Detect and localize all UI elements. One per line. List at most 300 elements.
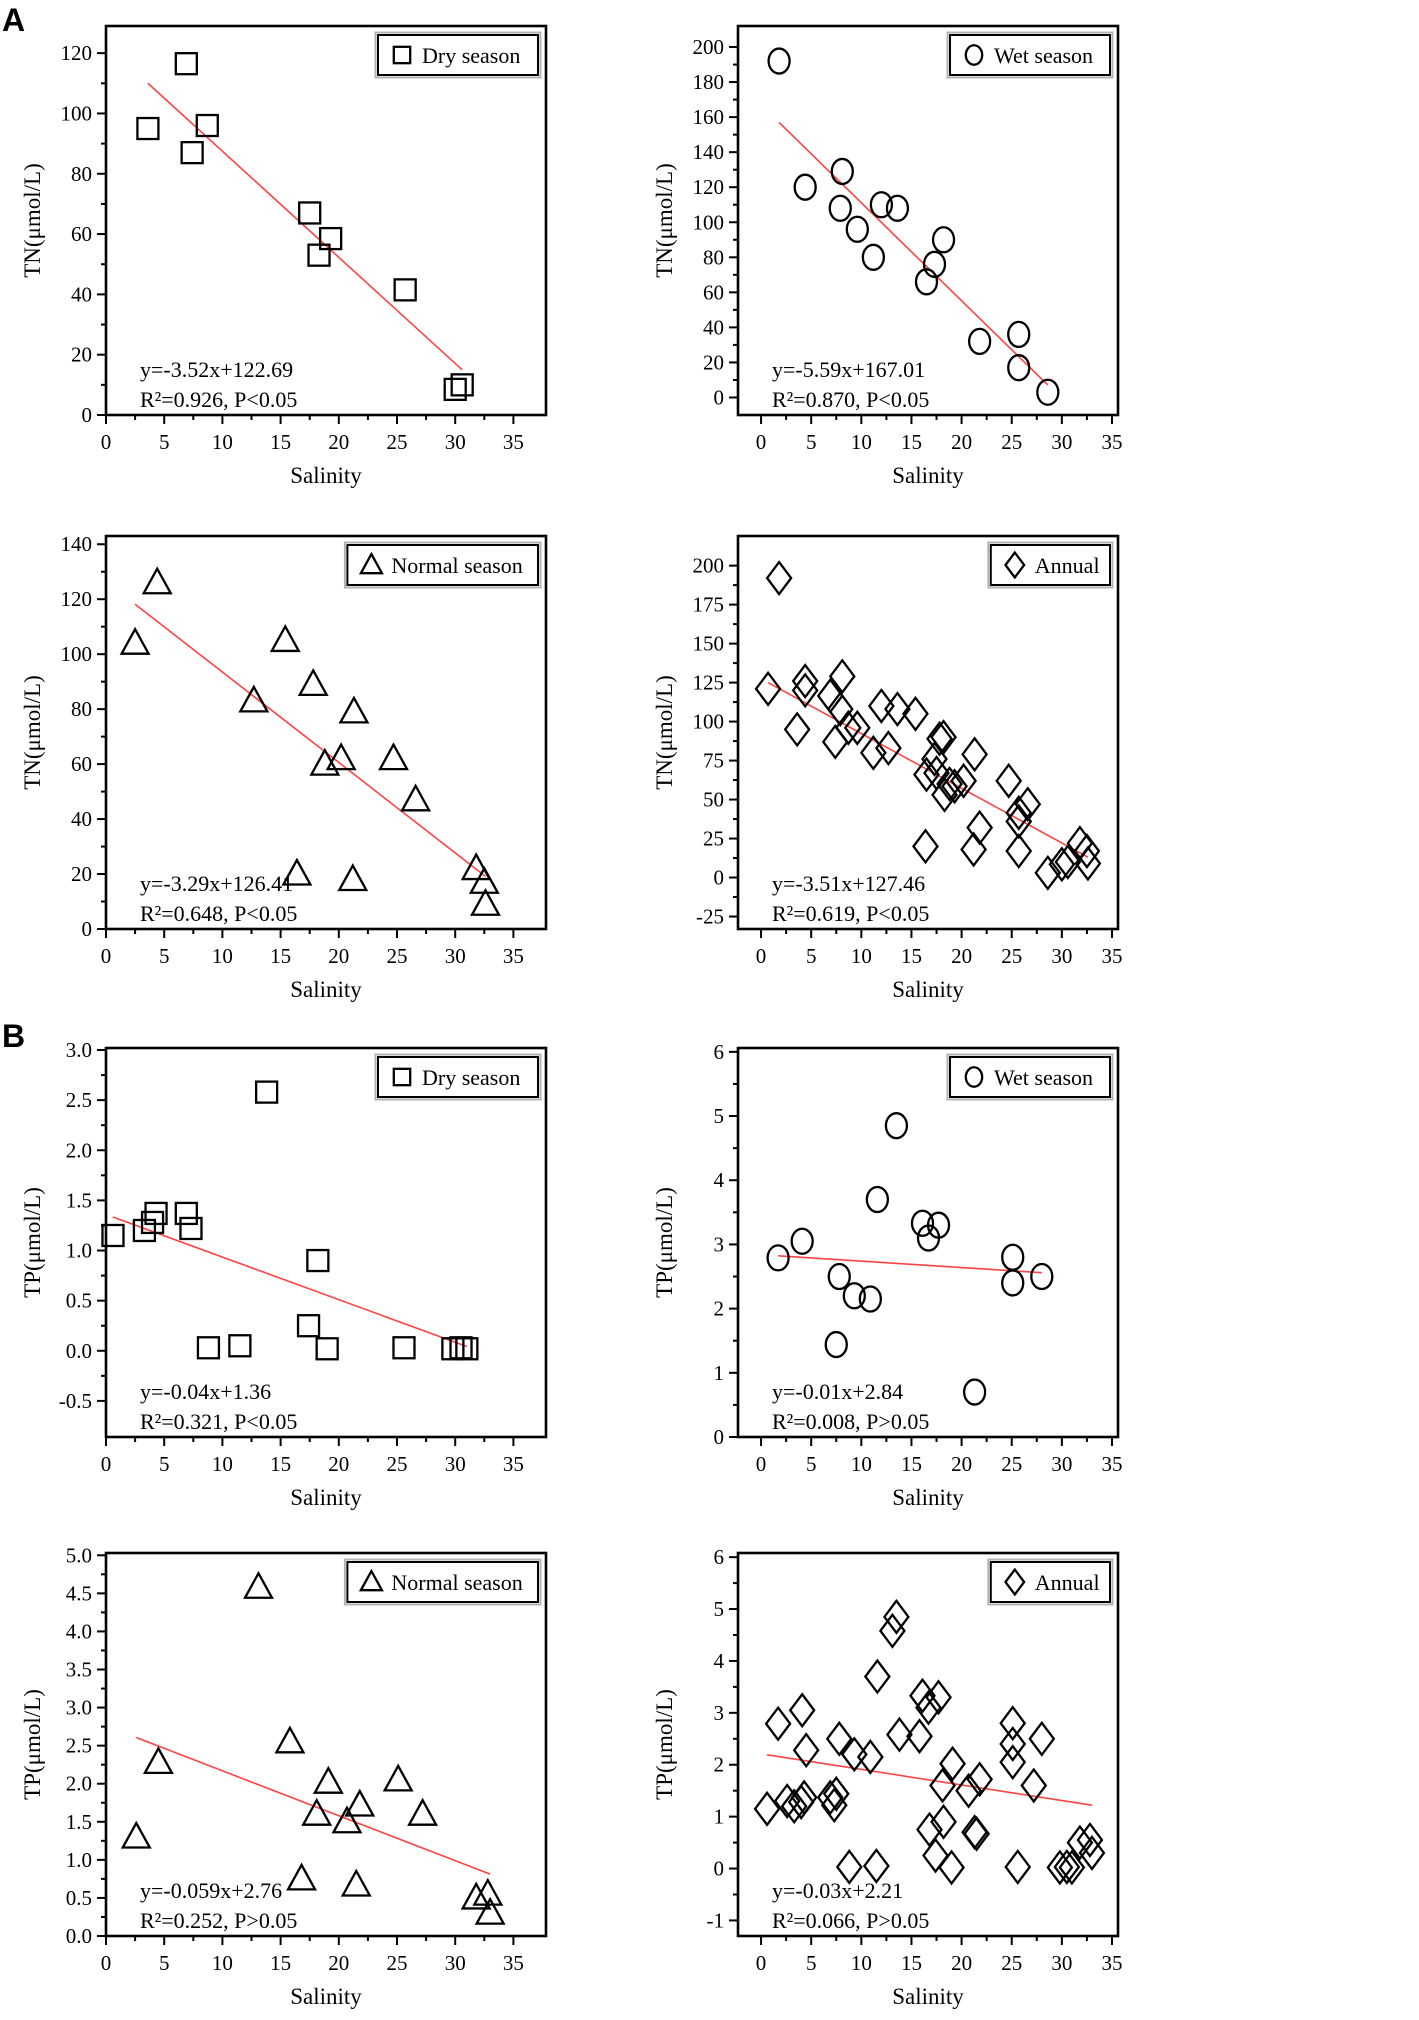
x-tick-label: 10 — [850, 944, 872, 968]
triangle-marker — [272, 626, 299, 651]
y-axis-label: TN(μmol/L) — [652, 675, 677, 790]
y-tick-label: 2.0 — [65, 1771, 92, 1796]
y-tick-label: 5 — [713, 1597, 724, 1622]
x-tick-label: 0 — [755, 430, 767, 454]
y-tick-label: 80 — [71, 697, 92, 722]
diamond-marker — [1007, 835, 1031, 867]
diamond-marker — [913, 830, 937, 862]
square-marker — [298, 1315, 319, 1336]
diamond-marker — [858, 1741, 882, 1773]
diamond-marker — [823, 726, 847, 758]
y-tick-label: 2 — [713, 1296, 724, 1321]
x-tick-label: 20 — [951, 430, 973, 454]
x-tick-label: 35 — [502, 430, 524, 454]
y-tick-label: 4 — [713, 1648, 724, 1673]
y-tick-label: 3.5 — [65, 1657, 92, 1682]
circle-marker — [1002, 1270, 1023, 1295]
data-points — [123, 1573, 504, 1923]
diamond-marker — [785, 713, 809, 745]
y-tick-label: 60 — [71, 752, 92, 777]
y-tick-label: 1 — [713, 1360, 724, 1385]
circle-marker — [847, 217, 868, 242]
equation-text: y=-0.01x+2.84 — [772, 1379, 904, 1404]
triangle-marker — [144, 569, 171, 594]
circle-marker — [769, 49, 790, 74]
triangle-marker — [245, 1573, 272, 1598]
legend-label: Annual — [1034, 553, 1100, 578]
legend-label: Dry season — [422, 43, 521, 68]
x-tick-label: 0 — [755, 1951, 767, 1975]
x-tick-label: 15 — [270, 430, 292, 454]
regression-line — [779, 122, 1048, 385]
diamond-marker — [880, 1615, 904, 1647]
square-marker — [197, 115, 218, 136]
triangle-marker — [276, 1728, 303, 1753]
diamond-marker — [1001, 1746, 1025, 1778]
square-marker — [395, 279, 416, 300]
y-tick-label: 60 — [71, 222, 92, 247]
y-tick-label: 1.5 — [65, 1188, 92, 1213]
y-tick-label: 2.5 — [65, 1733, 92, 1758]
y-tick-label: 140 — [60, 532, 92, 557]
stats-text: R²=0.066, P>0.05 — [772, 1908, 930, 1933]
circle-marker — [1008, 322, 1029, 347]
stats-text: R²=0.321, P<0.05 — [140, 1409, 298, 1434]
x-tick-label: 25 — [1001, 944, 1023, 968]
fit-line — [135, 604, 485, 876]
y-tick-label: 75 — [703, 748, 724, 773]
stats-text: R²=0.648, P<0.05 — [140, 901, 298, 926]
stats-text: R²=0.619, P<0.05 — [772, 901, 930, 926]
y-tick-label: 0 — [81, 917, 92, 941]
x-tick-label: 15 — [900, 1452, 922, 1476]
diamond-marker — [1007, 805, 1031, 837]
equation-text: y=-0.03x+2.21 — [772, 1878, 904, 1903]
diamond-marker — [793, 674, 817, 706]
legend — [345, 543, 541, 588]
x-axis-label: Salinity — [290, 1984, 362, 2009]
y-tick-label: 3.0 — [65, 1695, 92, 1720]
circle-marker — [887, 196, 908, 221]
x-tick-label: 10 — [850, 430, 872, 454]
triangle-marker — [288, 1865, 315, 1890]
y-axis-label: TP(μmol/L) — [20, 1187, 45, 1298]
square-marker — [180, 1218, 201, 1239]
circle-marker — [969, 329, 990, 354]
data-points — [768, 1113, 1053, 1404]
square-marker — [317, 1338, 338, 1359]
panel-label-b: B — [2, 1018, 26, 1054]
circle-marker — [1002, 1245, 1023, 1270]
x-axis-label: Salinity — [892, 1984, 964, 2009]
chart-tp-normal-season — [0, 1515, 640, 2020]
diamond-marker — [756, 673, 780, 705]
triangle-marker — [240, 687, 267, 712]
y-tick-label: 80 — [71, 161, 92, 186]
equation-text: y=-0.04x+1.36 — [140, 1379, 272, 1404]
y-tick-label: 160 — [692, 105, 724, 130]
circle-marker — [1031, 1264, 1052, 1289]
x-tick-label: 35 — [1101, 1951, 1123, 1975]
equation-text: y=-3.51x+127.46 — [772, 871, 926, 896]
x-tick-label: 30 — [444, 944, 466, 968]
triangle-marker — [339, 866, 366, 891]
y-tick-label: 100 — [60, 642, 92, 667]
legend — [376, 33, 541, 78]
triangle-marker — [472, 890, 499, 915]
circle-marker — [826, 1332, 847, 1357]
triangle-marker — [463, 855, 490, 880]
x-axis-label: Salinity — [290, 1485, 362, 1510]
x-tick-label: 5 — [158, 1951, 170, 1975]
diamond-marker — [767, 562, 791, 594]
x-tick-label: 25 — [1001, 1951, 1023, 1975]
y-tick-label: 80 — [703, 245, 724, 270]
y-tick-label: 200 — [692, 553, 724, 578]
x-tick-label: 35 — [502, 1452, 524, 1476]
legend-label: Normal season — [391, 1570, 523, 1595]
triangle-marker — [315, 1768, 342, 1793]
diamond-marker — [1006, 1851, 1030, 1883]
diamond-marker — [755, 1793, 779, 1825]
x-tick-label: 15 — [270, 1452, 292, 1476]
y-axis-label: TN(μmol/L) — [652, 163, 677, 278]
chart-tp-annual — [640, 1515, 1419, 2020]
x-tick-label: 30 — [1051, 430, 1073, 454]
square-marker — [198, 1337, 219, 1358]
y-tick-label: 2 — [713, 1752, 724, 1777]
diamond-marker — [1001, 1728, 1025, 1760]
circle-marker — [829, 1264, 850, 1289]
x-axis-label: Salinity — [290, 463, 362, 488]
x-tick-label: 5 — [158, 944, 170, 968]
y-tick-label: 40 — [703, 315, 724, 340]
regression-line — [148, 83, 462, 370]
circle-marker — [933, 227, 954, 252]
y-tick-label: 60 — [703, 280, 724, 305]
x-tick-label: 0 — [100, 1951, 112, 1975]
annotations — [20, 163, 362, 488]
y-tick-label: 120 — [60, 41, 92, 66]
equation-text: y=-3.52x+122.69 — [140, 357, 294, 382]
x-tick-label: 10 — [211, 1951, 233, 1975]
y-tick-label: -0.5 — [58, 1388, 92, 1413]
y-tick-label: 0 — [713, 1425, 724, 1449]
y-tick-label: 200 — [692, 35, 724, 60]
x-tick-label: 20 — [328, 944, 350, 968]
y-tick-label: 120 — [60, 587, 92, 612]
y-tick-label: 3 — [713, 1700, 724, 1725]
circle-marker — [860, 1286, 881, 1311]
y-axis-label: TP(μmol/L) — [652, 1187, 677, 1298]
x-tick-label: 20 — [328, 430, 350, 454]
subplot-tp-normal-season — [0, 1515, 640, 2020]
triangle-marker — [145, 1748, 172, 1773]
y-tick-label: 0 — [713, 385, 724, 410]
x-tick-label: 5 — [158, 430, 170, 454]
y-tick-label: 25 — [703, 826, 724, 851]
y-tick-label: 4.5 — [65, 1581, 92, 1606]
x-tick-label: 35 — [502, 944, 524, 968]
y-axis-label: TP(μmol/L) — [20, 1689, 45, 1800]
square-marker — [452, 374, 473, 395]
x-tick-label: 10 — [850, 1452, 872, 1476]
x-axis-label: Salinity — [290, 977, 362, 1002]
diamond-marker — [845, 712, 869, 744]
y-tick-label: 150 — [692, 631, 724, 656]
x-tick-label: 5 — [158, 1452, 170, 1476]
x-tick-label: 25 — [1001, 430, 1023, 454]
axes — [61, 532, 547, 968]
y-tick-label: 3 — [713, 1232, 724, 1257]
square-marker — [229, 1335, 250, 1356]
circle-marker — [964, 1380, 985, 1405]
chart-tp-wet-season — [640, 1010, 1419, 1515]
x-axis-label: Salinity — [892, 1485, 964, 1510]
x-tick-label: 10 — [211, 1452, 233, 1476]
y-tick-label: 125 — [692, 670, 724, 695]
x-tick-label: 0 — [755, 1452, 767, 1476]
data-points — [102, 1082, 477, 1360]
triangle-marker — [300, 670, 327, 695]
stats-text: R²=0.870, P<0.05 — [772, 387, 930, 412]
y-tick-label: 140 — [692, 140, 724, 165]
legend-label: Wet season — [994, 1065, 1094, 1090]
square-marker — [299, 202, 320, 223]
y-tick-label: 1.0 — [65, 1847, 92, 1872]
legend — [345, 1560, 541, 1605]
circle-marker — [792, 1229, 813, 1254]
diamond-marker — [968, 812, 992, 844]
square-marker — [176, 53, 197, 74]
diamond-marker — [869, 690, 893, 722]
x-tick-label: 35 — [1101, 944, 1123, 968]
x-tick-label: 0 — [100, 1452, 112, 1476]
equation-text: y=-3.29x+126.41 — [140, 871, 294, 896]
triangle-marker — [402, 786, 429, 811]
y-tick-label: 5.0 — [65, 1543, 92, 1568]
diamond-marker — [827, 1723, 851, 1755]
y-tick-label: 0.5 — [65, 1288, 92, 1313]
equation-text: y=-0.059x+2.76 — [140, 1878, 283, 1903]
diamond-marker — [997, 765, 1021, 797]
stats-text: R²=0.252, P>0.05 — [140, 1908, 298, 1933]
y-tick-label: 100 — [692, 709, 724, 734]
chart-tp-dry-season — [0, 1010, 640, 1515]
equation-text: y=-5.59x+167.01 — [772, 357, 926, 382]
x-tick-label: 25 — [1001, 1452, 1023, 1476]
triangle-marker — [471, 868, 498, 893]
circle-marker — [1008, 355, 1029, 380]
diamond-marker — [1030, 1723, 1054, 1755]
x-tick-label: 5 — [805, 1452, 817, 1476]
y-tick-label: 1.0 — [65, 1238, 92, 1263]
circle-marker — [863, 245, 884, 270]
diamond-marker — [963, 738, 987, 770]
x-tick-label: 25 — [386, 1951, 408, 1975]
square-marker — [307, 1250, 328, 1271]
y-tick-label: -25 — [696, 904, 724, 929]
y-tick-label: 2.5 — [65, 1088, 92, 1113]
square-marker — [456, 1338, 477, 1359]
y-tick-label: -1 — [706, 1908, 724, 1933]
y-tick-label: 1 — [713, 1804, 724, 1829]
x-tick-label: 30 — [1051, 944, 1073, 968]
y-tick-label: 4 — [713, 1168, 724, 1193]
subplot-tp-dry-season — [0, 1010, 640, 1515]
diamond-marker — [1001, 1707, 1025, 1739]
diamond-marker — [842, 1738, 866, 1770]
y-axis-label: TN(μmol/L) — [20, 163, 45, 278]
triangle-marker — [385, 1766, 412, 1791]
y-axis-label: TP(μmol/L) — [652, 1689, 677, 1800]
x-tick-label: 30 — [444, 430, 466, 454]
x-tick-label: 20 — [951, 1951, 973, 1975]
square-marker — [256, 1082, 277, 1103]
x-axis-label: Salinity — [892, 463, 964, 488]
y-tick-label: 2.0 — [65, 1138, 92, 1163]
subplot-tn-annual — [640, 505, 1419, 1010]
legend — [948, 33, 1113, 78]
x-tick-label: 30 — [1051, 1452, 1073, 1476]
x-tick-label: 20 — [951, 1452, 973, 1476]
subplot-tn-dry-season — [0, 0, 640, 505]
y-tick-label: 0.0 — [65, 1338, 92, 1363]
circle-marker — [867, 1187, 888, 1212]
x-tick-label: 15 — [270, 1951, 292, 1975]
fit-line — [779, 122, 1048, 385]
y-tick-label: 40 — [71, 807, 92, 832]
x-tick-label: 25 — [386, 430, 408, 454]
diamond-marker — [865, 1661, 889, 1693]
y-tick-label: 0 — [81, 403, 92, 427]
legend-label: Annual — [1034, 1570, 1100, 1595]
x-tick-label: 35 — [1101, 1452, 1123, 1476]
square-marker — [451, 1337, 472, 1358]
y-tick-label: 50 — [703, 787, 724, 812]
subplot-tn-wet-season — [640, 0, 1419, 505]
y-tick-label: 0 — [713, 1856, 724, 1881]
diamond-marker — [836, 712, 860, 744]
x-tick-label: 30 — [444, 1452, 466, 1476]
square-marker — [182, 142, 203, 163]
diamond-marker — [941, 1748, 965, 1780]
x-tick-label: 5 — [805, 1951, 817, 1975]
regression-line — [113, 1217, 467, 1347]
triangle-marker — [343, 1871, 370, 1896]
regression-line — [135, 604, 485, 876]
diamond-marker — [884, 1601, 908, 1633]
y-axis-label: TN(μmol/L) — [20, 675, 45, 790]
data-points — [122, 569, 499, 915]
legend — [376, 1055, 541, 1100]
circle-marker — [768, 1245, 789, 1270]
diamond-marker — [790, 1694, 814, 1726]
diamond-marker — [766, 1708, 790, 1740]
x-tick-label: 0 — [100, 430, 112, 454]
x-tick-label: 25 — [386, 944, 408, 968]
x-tick-label: 20 — [328, 1452, 350, 1476]
x-axis-label: Salinity — [892, 977, 964, 1002]
x-tick-label: 20 — [951, 944, 973, 968]
legend — [988, 1560, 1112, 1605]
y-tick-label: 0 — [713, 865, 724, 890]
chart-tn-annual — [640, 505, 1419, 1010]
triangle-marker — [474, 1880, 501, 1905]
diamond-marker — [924, 1840, 948, 1872]
circle-marker — [886, 1113, 907, 1138]
axes — [59, 1038, 546, 1476]
x-tick-label: 35 — [1101, 430, 1123, 454]
x-tick-label: 15 — [900, 430, 922, 454]
x-tick-label: 5 — [805, 944, 817, 968]
circle-marker — [830, 196, 851, 221]
x-tick-label: 15 — [900, 944, 922, 968]
legend-label: Dry season — [422, 1065, 521, 1090]
triangle-marker — [333, 1808, 360, 1833]
x-tick-label: 10 — [850, 1951, 872, 1975]
chart-tn-normal-season — [0, 505, 640, 1010]
x-tick-label: 0 — [100, 944, 112, 968]
y-tick-label: 175 — [692, 592, 724, 617]
triangle-marker — [311, 750, 338, 775]
triangle-marker — [409, 1800, 436, 1825]
y-tick-label: 20 — [703, 350, 724, 375]
y-tick-label: 0.0 — [65, 1924, 92, 1948]
stats-text: R²=0.008, P>0.05 — [772, 1409, 930, 1434]
x-tick-label: 0 — [755, 944, 767, 968]
y-tick-label: 3.0 — [65, 1038, 92, 1063]
data-points — [756, 562, 1100, 889]
chart-tn-wet-season — [640, 0, 1419, 505]
annotations — [20, 675, 362, 1002]
y-tick-label: 120 — [692, 175, 724, 200]
triangle-marker — [340, 698, 367, 723]
x-tick-label: 30 — [1051, 1951, 1073, 1975]
x-tick-label: 35 — [502, 1951, 524, 1975]
square-marker — [393, 1337, 414, 1358]
data-points — [769, 49, 1059, 405]
square-marker — [176, 1203, 197, 1224]
fit-line — [148, 83, 462, 370]
panel-label-a: A — [2, 2, 26, 38]
x-tick-label: 20 — [328, 1951, 350, 1975]
x-tick-label: 10 — [211, 944, 233, 968]
y-tick-label: 20 — [71, 862, 92, 887]
fit-line — [113, 1217, 467, 1347]
legend — [948, 1055, 1113, 1100]
diamond-marker — [793, 665, 817, 697]
circle-marker — [795, 175, 816, 200]
y-tick-label: 180 — [692, 70, 724, 95]
triangle-marker — [123, 1823, 150, 1848]
x-tick-label: 15 — [270, 944, 292, 968]
x-tick-label: 10 — [211, 430, 233, 454]
legend-label: Normal season — [391, 553, 523, 578]
x-tick-label: 5 — [805, 430, 817, 454]
chart-tn-dry-season — [0, 0, 640, 505]
y-tick-label: 100 — [60, 101, 92, 126]
y-tick-label: 40 — [71, 282, 92, 307]
diamond-marker — [931, 1769, 955, 1801]
diamond-marker — [940, 1851, 964, 1883]
y-tick-label: 6 — [713, 1545, 724, 1570]
triangle-marker — [122, 629, 149, 654]
diamond-marker — [830, 660, 854, 692]
y-tick-label: 1.5 — [65, 1809, 92, 1834]
subplot-tp-annual — [640, 1515, 1419, 2020]
circle-marker — [832, 159, 853, 184]
